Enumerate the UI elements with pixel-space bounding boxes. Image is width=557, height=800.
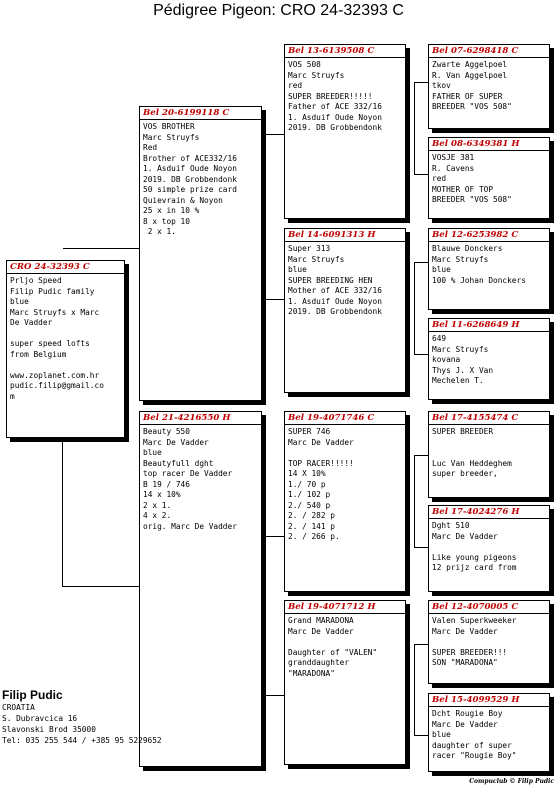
pigeon-detail-line: 2. / 141 p: [288, 521, 335, 531]
pigeon-detail-line: 2019. DB Grobbendonk: [143, 174, 237, 184]
pigeon-detail-line: SUPER 746: [288, 427, 331, 436]
connector-line: [414, 354, 428, 355]
pigeon-details: [429, 332, 549, 387]
ring-number: Bel 07-6298418 C: [429, 45, 549, 58]
pigeon-detail-line: FATHER OF SUPER: [432, 91, 503, 101]
copyright-credit: Compuclub © Filip Pudic: [469, 778, 554, 785]
pigeon-detail-line: blue: [10, 297, 29, 306]
pigeon-card-dam-dam-dam[interactable]: [428, 693, 550, 772]
pigeon-detail-line: Valen Superkweeker: [432, 616, 517, 625]
connector-line: [262, 536, 263, 695]
pigeon-detail-line: red: [288, 81, 303, 90]
ring-number: Bel 19-4071712 H: [285, 601, 405, 614]
pigeon-detail-line: super speed lofts: [10, 339, 90, 348]
ring-number: Bel 13-6139508 C: [285, 45, 405, 58]
connector-line: [262, 536, 284, 537]
pigeon-detail-line: 50 simple prize card: [143, 185, 237, 194]
pigeon-detail-line: Marc De Vadder: [432, 719, 498, 729]
connector-line: [262, 134, 263, 299]
connector-line: [262, 134, 284, 135]
pigeon-detail-line: from Belgium: [10, 349, 67, 359]
connector-line: [414, 735, 428, 736]
pigeon-card-dam-dam[interactable]: [284, 600, 406, 765]
pigeon-detail-line: Thys J. X Van: [432, 365, 494, 375]
pigeon-detail-line: 2019. DB Grobbendonk: [288, 307, 382, 316]
pigeon-detail-line: Blauwe Donckers: [432, 244, 503, 253]
pigeon-card-sire[interactable]: [139, 106, 262, 401]
pigeon-detail-line: blue: [143, 448, 162, 457]
ring-number: Bel 08-6349381 H: [429, 138, 549, 151]
connector-line: [63, 248, 139, 249]
pigeon-details: [429, 707, 549, 762]
pigeon-detail-line: SON "MARADONA": [432, 658, 498, 667]
pigeon-detail-line: B 19 / 746: [143, 479, 190, 489]
pigeon-detail-line: [432, 637, 546, 648]
pigeon-detail-line: Beauty 550: [143, 427, 190, 436]
pigeon-detail-line: SUPER BREEDING HEN: [288, 275, 373, 285]
pigeon-detail-line: 4 x 2.: [143, 511, 172, 520]
connector-line: [414, 644, 415, 735]
pigeon-details: [140, 425, 261, 532]
pigeon-detail-line: www.zoplanet.com.hr: [10, 370, 100, 380]
pigeon-detail-line: BREEDER "VOS 508": [432, 102, 512, 111]
pigeon-detail-line: 1. Asduif Oude Noyon: [288, 296, 382, 306]
pigeon-detail-line: TOP RACER!!!!!: [288, 458, 354, 468]
ring-number: Bel 17-4155474 C: [429, 412, 549, 425]
pigeon-details: [429, 614, 549, 669]
pigeon-detail-line: Filip Pudic family: [10, 286, 95, 296]
ring-number: Bel 17-4024276 H: [429, 506, 549, 519]
pigeon-detail-line: Daughter of "VALEN": [288, 647, 378, 657]
pigeon-details: [140, 120, 261, 238]
pigeon-detail-line: VOS 508: [288, 60, 321, 69]
pigeon-detail-line: 2 x 1.: [143, 500, 172, 510]
pigeon-detail-line: Brother of ACE332/16: [143, 153, 237, 163]
connector-line: [62, 438, 63, 586]
pigeon-detail-line: super breeder,: [432, 469, 498, 478]
pigeon-detail-line: Marc De Vadder: [288, 626, 354, 636]
pigeon-detail-line: SUPER BREEDER!!!!!: [288, 91, 373, 101]
pigeon-detail-line: 1. Asduif Oude Noyon: [143, 164, 237, 173]
pigeon-details: [285, 425, 405, 543]
pigeon-detail-line: pudic.filip@gmail.co: [10, 381, 104, 390]
pigeon-detail-line: Marc Struyfs: [288, 70, 345, 80]
pigeon-details: [429, 425, 549, 480]
pigeon-detail-line: Luc Van Heddeghem: [432, 458, 512, 468]
pigeon-details: [285, 242, 405, 318]
ring-number: Bel 15-4099529 H: [429, 694, 549, 707]
pigeon-detail-line: 2019. DB Grobbendonk: [288, 123, 382, 132]
pigeon-detail-line: Father of ACE 332/16: [288, 102, 382, 111]
pigeon-card-sire-sire-dam[interactable]: [428, 137, 550, 219]
pigeon-detail-line: granddaughter: [288, 658, 350, 667]
ring-number: Bel 12-6253982 C: [429, 229, 549, 242]
breeder-info: [2, 688, 162, 746]
pigeon-detail-line: Zwarte Aggelpoel: [432, 60, 508, 69]
pigeon-detail-line: blue: [432, 730, 451, 739]
pigeon-card-sire-sire-sire[interactable]: [428, 44, 550, 129]
breeder-name: Filip Pudic: [2, 688, 63, 702]
connector-line: [262, 299, 284, 300]
pigeon-detail-line: 649: [432, 334, 447, 343]
pigeon-detail-line: 2. / 282 p: [288, 511, 335, 520]
pigeon-detail-line: Grand MARADONA: [288, 616, 354, 625]
breeder-line: CROATIA: [2, 703, 35, 712]
pigeon-detail-line: BREEDER "VOS 508": [432, 195, 512, 204]
pigeon-detail-line: MOTHER OF TOP: [432, 184, 494, 194]
pigeon-detail-line: [432, 542, 546, 553]
ring-number: CRO 24-32393 C: [7, 261, 124, 274]
pigeon-details: [285, 58, 405, 134]
pigeon-detail-line: 12 prijz card from: [432, 563, 517, 572]
connector-line: [414, 262, 428, 263]
pigeon-detail-line: Dght 510: [432, 521, 470, 530]
connector-line: [414, 82, 415, 174]
page-title: Pédigree Pigeon: CRO 24-32393 C: [153, 2, 404, 19]
pigeon-details: [429, 242, 549, 286]
pigeon-card-sire-dam-dam[interactable]: [428, 318, 550, 400]
pigeon-details: [429, 519, 549, 574]
connector-line: [414, 644, 428, 645]
pigeon-detail-line: orig. Marc De Vadder: [143, 521, 237, 531]
pigeon-detail-line: Dcht Rougie Boy: [432, 709, 503, 718]
pigeon-detail-line: VOS BROTHER: [143, 122, 195, 131]
pigeon-detail-line: [432, 438, 546, 449]
pigeon-detail-line: Marc Struyfs: [288, 254, 345, 264]
breeder-address: [2, 702, 162, 746]
pigeon-detail-line: top racer De Vadder: [143, 469, 233, 478]
pigeon-detail-line: 1. Asduif Oude Noyon: [288, 112, 382, 122]
pigeon-detail-line: [10, 329, 121, 340]
ring-number: Bel 12-4070005 C: [429, 601, 549, 614]
pigeon-card-dam-sire-dam[interactable]: [428, 505, 550, 592]
pigeon-detail-line: Red: [143, 143, 158, 152]
pigeon-detail-line: Marc De Vadder: [432, 531, 498, 541]
pigeon-detail-line: Like young pigeons: [432, 552, 517, 562]
pigeon-detail-line: VOSJE 381: [432, 153, 475, 162]
pigeon-detail-line: Mechelen T.: [432, 376, 484, 385]
pigeon-detail-line: SUPER BREEDER: [432, 427, 494, 436]
pigeon-card-dam-sire[interactable]: [284, 411, 406, 592]
pigeon-details: [429, 58, 549, 113]
breeder-line: Tel: 035 255 544 / +385 95 5229652: [2, 736, 162, 745]
connector-line: [414, 174, 428, 175]
connector-line: [262, 695, 284, 696]
connector-line: [414, 455, 428, 456]
pigeon-detail-line: 2. / 266 p.: [288, 532, 340, 541]
pigeon-detail-line: tkov: [432, 81, 451, 90]
pigeon-detail-line: kovana: [432, 355, 461, 364]
pigeon-detail-line: 25 x in 10 %: [143, 206, 200, 215]
pigeon-details: [7, 274, 124, 402]
pigeon-detail-line: Marc Struyfs: [432, 344, 489, 354]
ring-number: Bel 14-6091313 H: [285, 229, 405, 242]
connector-line: [414, 455, 415, 547]
pigeon-detail-line: Super 313: [288, 244, 331, 253]
breeder-line: S. Dubravcica 16: [2, 714, 78, 723]
pigeon-detail-line: Beautyfull dght: [143, 458, 214, 468]
ring-number: Bel 11-6268649 H: [429, 319, 549, 332]
pigeon-detail-line: blue: [432, 265, 451, 274]
pigeon-detail-line: Marc De Vadder: [432, 626, 498, 636]
connector-line: [414, 262, 415, 354]
ring-number: Bel 21-4216550 H: [140, 412, 261, 425]
pigeon-detail-line: Marc Struyfs x Marc: [10, 307, 100, 317]
ring-number: Bel 19-4071746 C: [285, 412, 405, 425]
pigeon-detail-line: [432, 448, 546, 459]
pigeon-detail-line: [288, 448, 402, 459]
pigeon-card-subject[interactable]: [6, 260, 125, 438]
pigeon-detail-line: [288, 637, 402, 648]
pigeon-detail-line: Quievrain & Noyon: [143, 195, 223, 205]
pigeon-detail-line: 14 x 10%: [143, 490, 181, 499]
pigeon-detail-line: R. Cavens: [432, 163, 475, 173]
pigeon-detail-line: 100 % Johan Donckers: [432, 275, 526, 285]
pigeon-detail-line: Marc De Vadder: [288, 437, 354, 447]
pigeon-details: [285, 614, 405, 679]
pigeon-detail-line: red: [432, 174, 447, 183]
pigeon-detail-line: 2 x 1.: [143, 227, 176, 236]
pigeon-detail-line: De Vadder: [10, 318, 53, 327]
pigeon-card-sire-dam-sire[interactable]: [428, 228, 550, 310]
connector-line: [62, 586, 139, 587]
breeder-line: Slavonski Brod 35000: [2, 725, 96, 734]
pigeon-detail-line: m: [10, 391, 15, 401]
pigeon-card-sire-sire[interactable]: [284, 44, 406, 219]
pigeon-detail-line: Prljo Speed: [10, 276, 62, 285]
pigeon-detail-line: 1./ 70 p: [288, 479, 326, 489]
pigeon-card-dam-dam-sire[interactable]: [428, 600, 550, 684]
pigeon-detail-line: 8 x top 10: [143, 216, 190, 226]
pigeon-detail-line: 1./ 102 p: [288, 490, 331, 499]
pigeon-card-sire-dam[interactable]: [284, 228, 406, 393]
ring-number: Bel 20-6199118 C: [140, 107, 261, 120]
connector-line: [414, 82, 428, 83]
pigeon-detail-line: Mother of ACE 332/16: [288, 286, 382, 295]
pigeon-detail-line: blue: [288, 265, 307, 274]
pigeon-detail-line: 2./ 540 p: [288, 500, 331, 510]
pigeon-details: [429, 151, 549, 206]
pigeon-detail-line: R. Van Aggelpoel: [432, 70, 508, 80]
pigeon-detail-line: daughter of super: [432, 740, 512, 750]
pigeon-detail-line: 14 X 10%: [288, 469, 326, 478]
pigeon-detail-line: Marc Struyfs: [143, 132, 200, 142]
pigeon-detail-line: racer "Rougie Boy": [432, 751, 517, 760]
pigeon-card-dam-sire-sire[interactable]: [428, 411, 550, 498]
pigeon-detail-line: "MARADONA": [288, 668, 335, 678]
pigeon-detail-line: Marc De Vadder: [143, 437, 209, 447]
pigeon-detail-line: [10, 360, 121, 371]
connector-line: [414, 547, 428, 548]
pigeon-detail-line: SUPER BREEDER!!!: [432, 647, 508, 657]
pigeon-detail-line: Marc Struyfs: [432, 254, 489, 264]
